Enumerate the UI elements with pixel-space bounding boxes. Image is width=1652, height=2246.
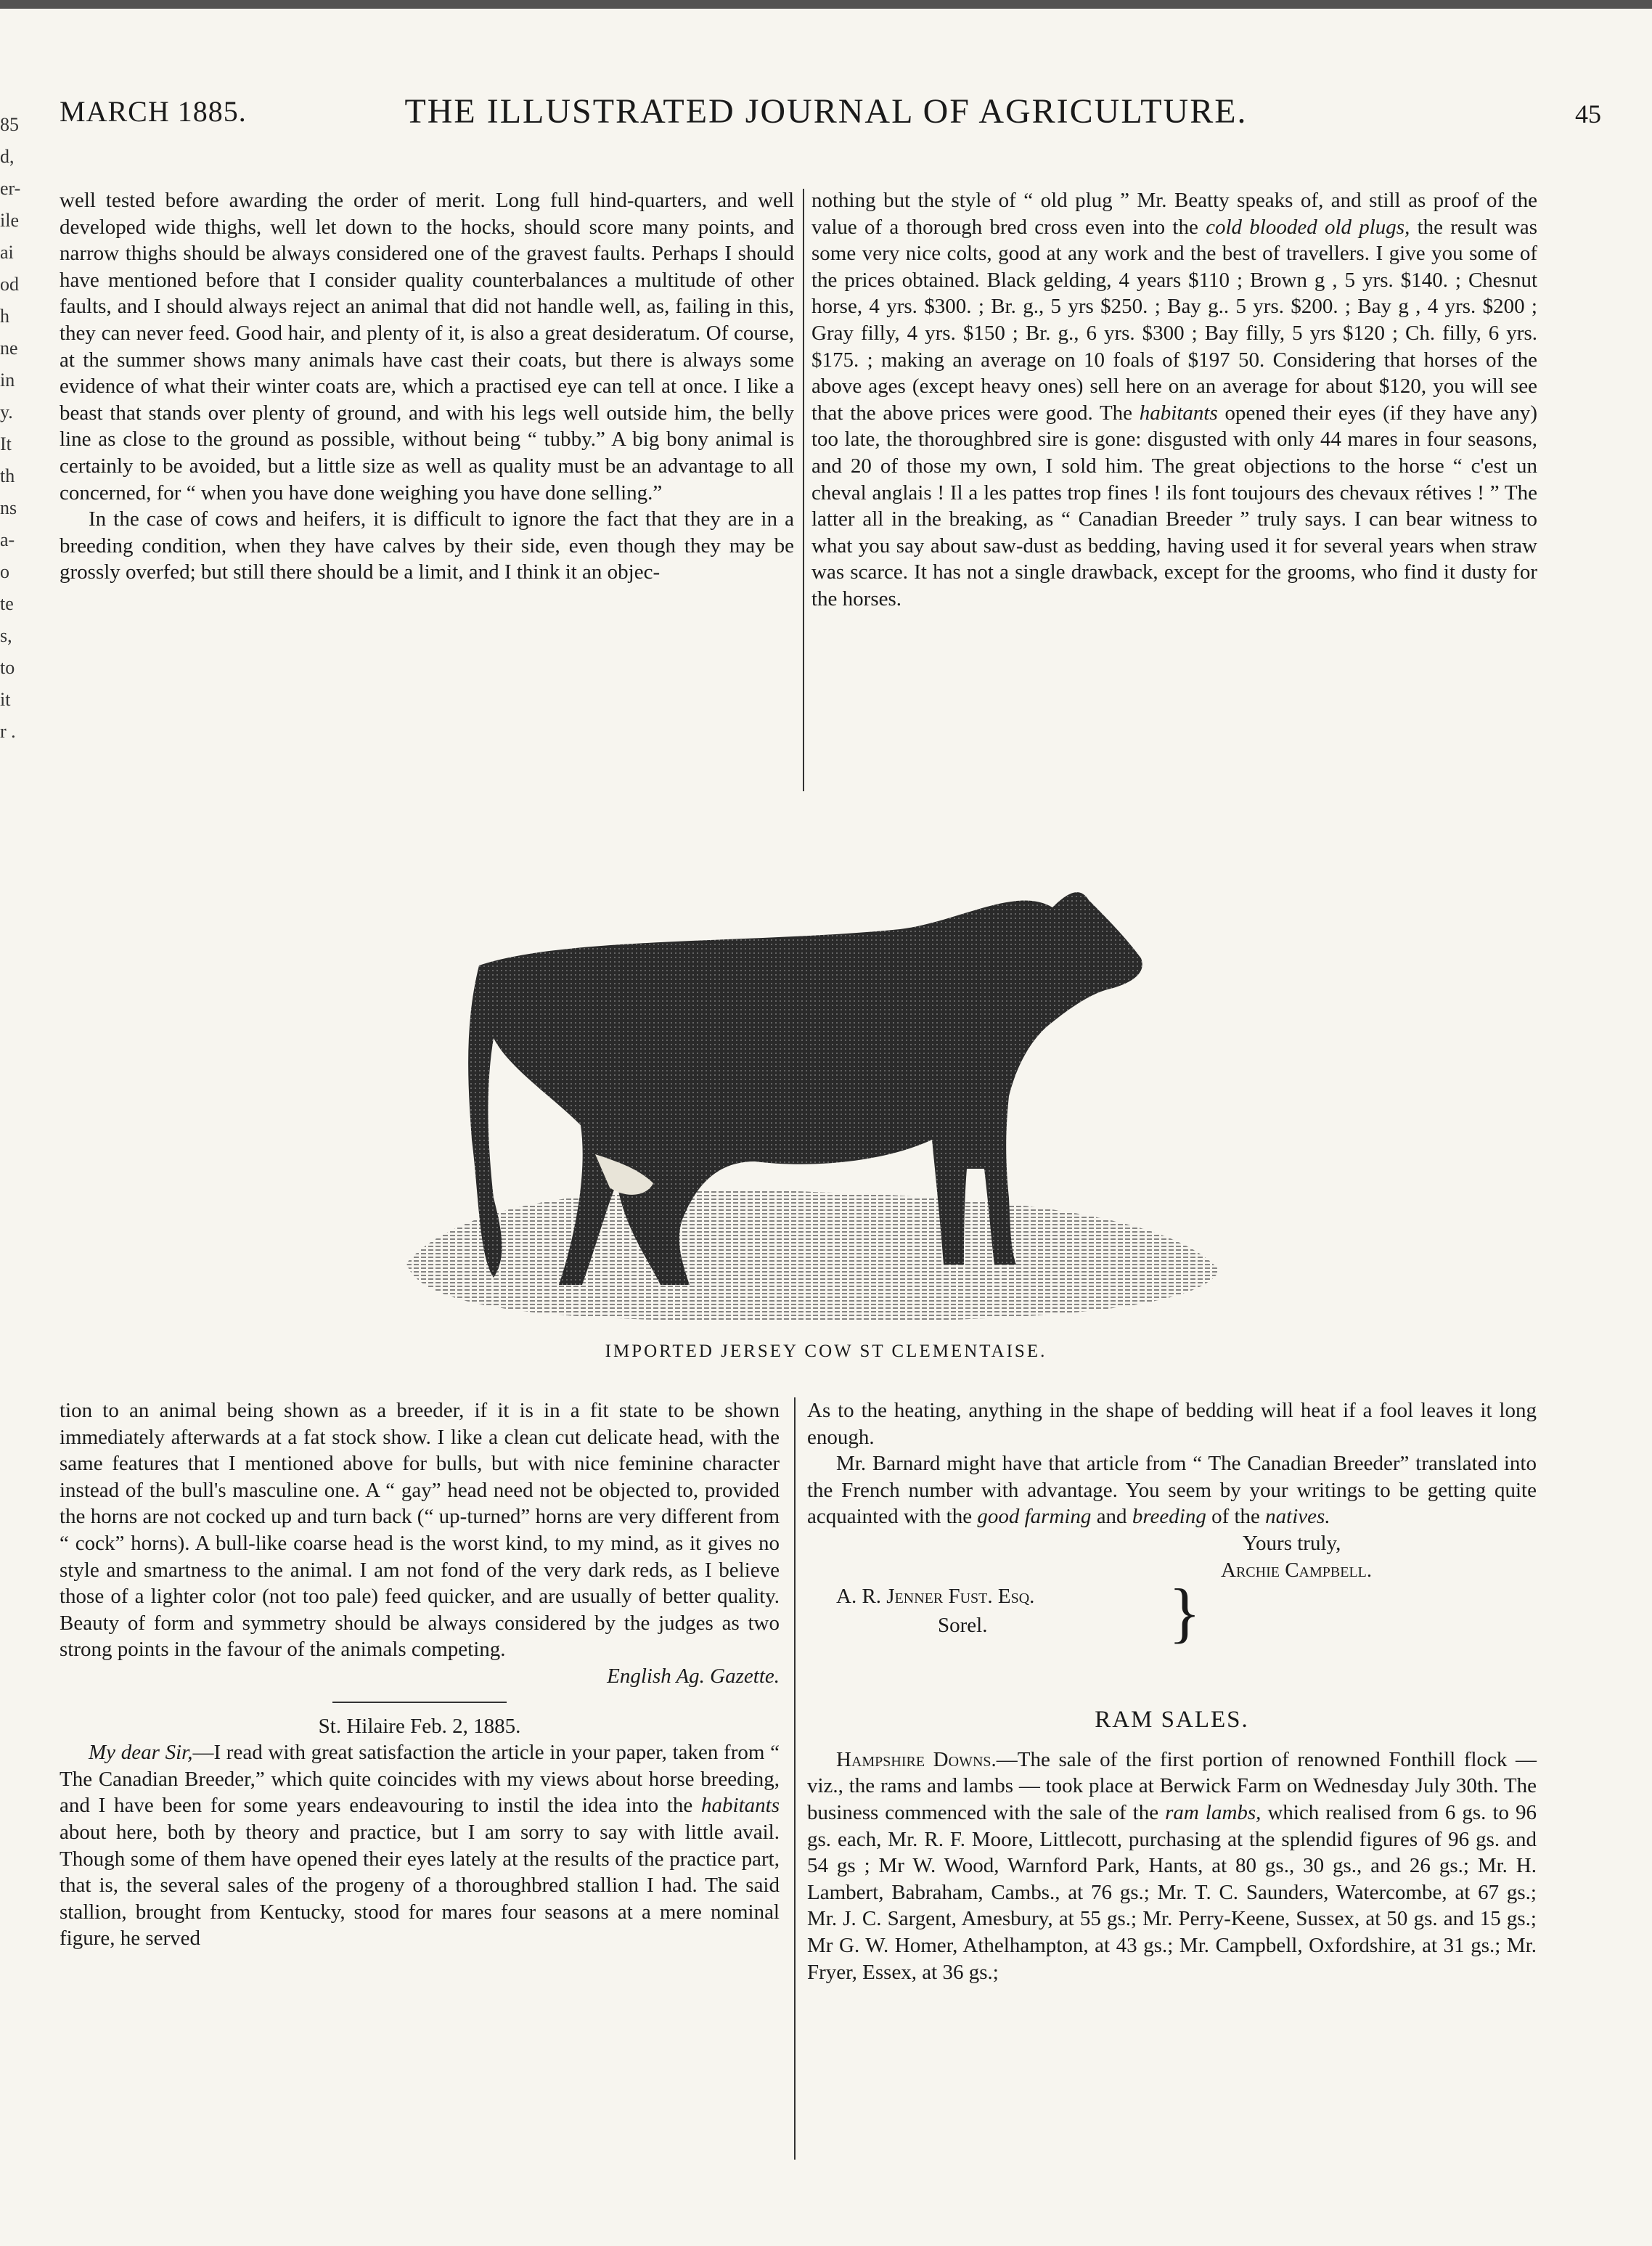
top-edge-shadow [0, 0, 1652, 9]
italic-phrase: habitants [1139, 401, 1218, 425]
edge-fragment: ne [0, 338, 18, 359]
adjacent-page-edge [0, 109, 44, 1125]
italic-phrase: habitants [701, 1794, 780, 1818]
issue-date: MARCH 1885. [60, 95, 247, 128]
edge-fragment: er- [0, 178, 21, 199]
edge-fragment: ile [0, 210, 19, 231]
edge-fragment: s, [0, 625, 12, 646]
addressee-name: A. R. Jenner Fust. Esq. [836, 1585, 1035, 1609]
running-header [44, 86, 1608, 136]
column-rule [803, 189, 804, 791]
paragraph: Mr. Barnard might have that article from “ The Canadian Breeder” translated into the French number with advantage. You seem by your writings to be getting quite acquainted with the good farming and breeding of the natives. [807, 1452, 1537, 1529]
engraving-jersey-cow [377, 820, 1234, 1328]
column-top-left [60, 187, 794, 586]
letter-closing: Yours truly, [1243, 1531, 1341, 1555]
edge-fragment: th [0, 465, 15, 486]
edge-fragment: a- [0, 529, 15, 550]
paragraph: As to the heating, anything in the shape of bedding will heat if a fool leaves it long enough. [807, 1399, 1537, 1449]
edge-fragment: y. [0, 401, 13, 422]
ground-shadow [406, 1190, 1219, 1321]
column-bottom-right [807, 1397, 1537, 1985]
letter-signature: Archie Campbell. [1221, 1558, 1373, 1582]
section-heading: RAM SALES. [1095, 1707, 1249, 1733]
paragraph: Hampshire Downs.—The sale of the first portion of renowned Fonthill flock — viz., the rams and lambs — took place at Berwick Farm on Wednesday July 30th. The business commenced with the sale of the ram lambs, which realised from 6 gs. to 96 gs. each, Mr. R. F. Moore, Littlecott, purchasing at the splendid figures of 96 gs. and 54 gs ; Mr W. Wood, Warnford Park, Hants, at 80 gs., 30 gs., and 26 gs.; Mr. H. Lambert, Babraham, Cambs., at 76 gs.; Mr. T. C. Saunders, Watercombe, at 67 gs.; Mr. J. C. Sargent, Amesbury, at 55 gs.; Mr. Perry-Keene, Sussex, at 50 gs. and 15 gs.; Mr G. W. Homer, Athelhampton, at 43 gs.; Mr. Campbell, Oxfordshire, at 31 gs.; Mr. Fryer, Essex, at 36 gs.; [807, 1747, 1537, 1984]
source-credit: English Ag. Gazette. [607, 1664, 780, 1688]
cow-illustration [377, 820, 1234, 1328]
italic-phrase: ram lambs, [1165, 1800, 1262, 1824]
italic-phrase: good farming [977, 1505, 1092, 1529]
edge-fragment: It [0, 433, 12, 454]
paragraph: tion to an animal being shown as a breeder, if it is in a fit state to be shown immediately afterwards at a fat stock show. I like a clean cut delicate head, with the same features that I mentioned above for bulls, but with nice feminine character instead of the bull's masculine one. A “ gay” head need not be objected to, provided the horns are not cocked up and turn back (“ up-turned” horns are very different from “ cock” horns). A bull-like coarse head is the worst kind, to my mind, as it gives no style and smartness to the animal. I am not fond of the very dark reds, as I believe those of a lighter color (not too pale) feed quicker, and are usually of better quality. Beauty of form and symmetry should be always considered by the judges as two strong points in the favour of the animals competing. [60, 1399, 780, 1662]
paragraph: nothing but the style of “ old plug ” Mr. Beatty speaks of, and still as proof of the value of a thorough bred cross even into the cold blooded old plugs, the result was some very nice colts, good at any work and the best of travellers. I give you some of the prices obtained. Black gelding, 4 years $110 ; Brown g , 5 yrs. $140. ; Chesnut horse, 4 yrs. $300. ; Br. g., 5 yrs $250. ; Bay g.. 5 yrs. $200. ; Bay g , 4 yrs. $200 ; Gray filly, 4 yrs. $150 ; Br. g., 6 yrs. $300 ; Bay filly, 5 yrs $120 ; Ch. filly, 6 yrs. $175. ; making an average on 10 foals of $197 50. Considering that horses of the above ages (except heavy ones) sell here on an average for about $120, you will see that the above prices were good. The habitants opened their eyes (if they have any) too late, the thoroughbred sire is gone: disgusted with only 44 mares in four seasons, and 20 of those my own, I sold him. The great objections to the horse “ c'est un cheval anglais ! Il a les pattes trop fines ! ils font toujours des chevaux rétives ! ” The latter all in the breaking, as “ Canadian Breeder ” truly says. I can bear witness to what you say about saw-dust as bedding, having used it for several years when straw was scarce. It has not a single drawback, except for the grooms, who find it dusty for the horses. [811, 189, 1538, 610]
edge-fragment: d, [0, 146, 15, 167]
edge-fragment: o [0, 561, 9, 582]
italic-phrase: natives. [1265, 1505, 1330, 1529]
edge-fragment: h [0, 306, 9, 327]
edge-fragment: te [0, 593, 14, 614]
edge-fragment: ns [0, 497, 17, 518]
journal-title: THE ILLUSTRATED JOURNAL OF AGRICULTURE. [404, 92, 1248, 131]
section-divider [332, 1702, 507, 1703]
edge-fragment: r . [0, 721, 16, 742]
edge-fragment: od [0, 274, 19, 295]
figure-caption: IMPORTED JERSEY COW ST CLEMENTAISE. [605, 1342, 1047, 1361]
italic-phrase: breeding [1132, 1505, 1206, 1529]
column-bottom-left [60, 1397, 780, 1952]
paragraph: In the case of cows and heifers, it is difficult to ignore the fact that they are in a breeding condition, when they have calves by their side, even though they may be grossly overfed; but still there should be a limit, and I think it an objec- [60, 507, 794, 584]
paragraph: My dear Sir,—I read with great satisfaction the article in your paper, taken from “ The Canadian Breeder,” which quite coincides with my views about horse breeding, and I have been for some years endeavouring to instil the idea into the habitants about here, both by theory and practice, but I am sorry to say with little avail. Though some of them have opened their eyes lately at the results of the practice part, that is, the several sales of the progeny of a thoroughbred stallion I had. The said stallion, brought from Kentucky, stood for mares four seasons at a mere nominal figure, he served [60, 1741, 780, 1951]
edge-fragment: to [0, 657, 15, 678]
addressee-block [807, 1575, 1537, 1659]
italic-phrase: cold blooded old plugs, [1206, 215, 1410, 239]
salutation: My dear Sir, [89, 1741, 193, 1765]
brace-glyph: } [1169, 1575, 1201, 1650]
page-number: 45 [1575, 99, 1601, 128]
paragraph: well tested before awarding the order of merit. Long full hind-quarters, and well developed wide thighs, well let down to the hocks, should score many points, and narrow thighs should be always considered one of the gravest faults. Perhaps I should have mentioned before that I consider quality counterbalances a multitude of other faults, and I should always reject an animal that did not handle well, as, failing in this, they can never feed. Good hair, and plenty of it, is also a great desideratum. Of course, at the summer shows many animals have cast their coats, but there is always some evidence of what their winter coats are, which a practised eye can tell at once. I like a beast that stands over plenty of ground, and with his legs well outside him, the belly line as close to the ground as possible, without being “ tubby.” A big bony animal is certainly to be avoided, but a little size as well as quality must be an advantage to all concerned, for “ when you have done weighing you have done selling.” [60, 189, 794, 505]
column-rule [794, 1397, 796, 2160]
edge-fragment: it [0, 689, 11, 710]
column-top-right [811, 187, 1537, 613]
edge-fragment: ai [0, 242, 14, 263]
addressee-place: Sorel. [938, 1614, 988, 1638]
edge-fragment: in [0, 369, 15, 391]
run-in-head: Hampshire Downs. [836, 1747, 997, 1771]
edge-fragment: 85 [0, 114, 19, 135]
letter-dateline: St. Hilaire Feb. 2, 1885. [318, 1714, 521, 1738]
